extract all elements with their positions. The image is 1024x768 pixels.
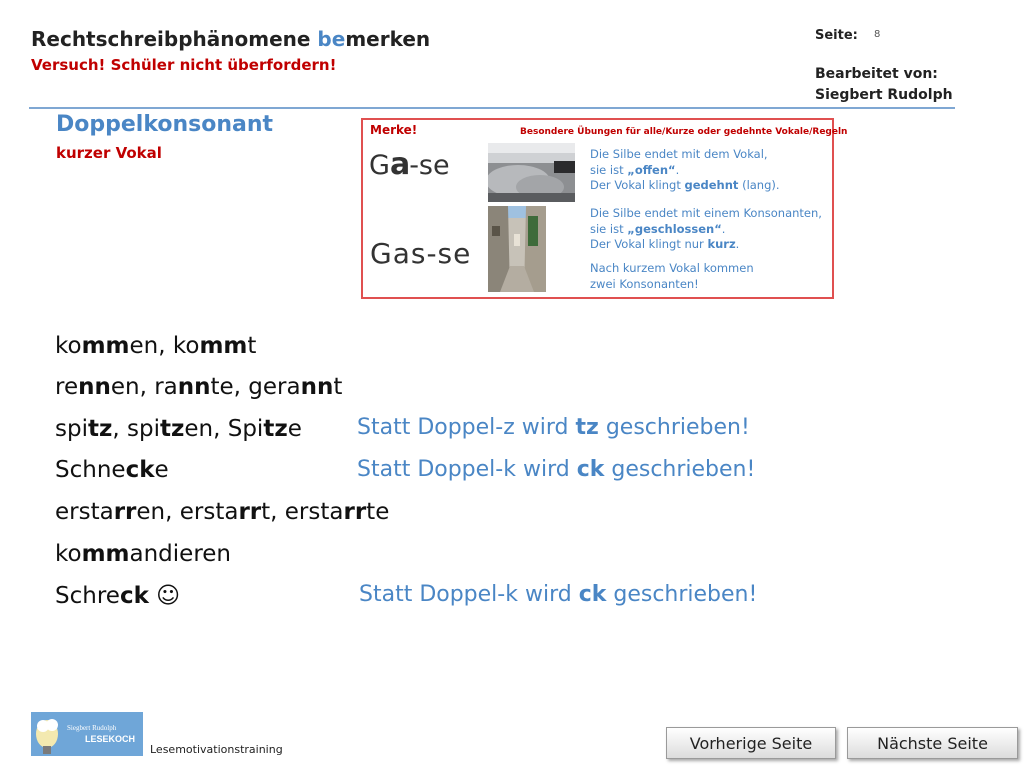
lesekoch-logo (31, 712, 143, 756)
word-line (55, 374, 342, 400)
word-line (55, 457, 169, 483)
page-subtitle: Versuch! Schüler nicht überfordern! (31, 56, 337, 74)
rule-open-syllable: Die Silbe endet mit dem Vokal, sie ist „offen“. Der Vokal klingt gedehnt (lang). (590, 147, 780, 192)
page-number: 8 (874, 29, 881, 40)
word-segment: ☺ (148, 583, 181, 609)
word-segment: andieren (129, 541, 232, 567)
rule-closed-syllable: Die Silbe endet mit einem Konsonanten, sie ist „geschlossen“. Der Vokal klingt nur kurz. (590, 206, 822, 251)
word-segment: e (154, 457, 169, 483)
word-segment: re (55, 374, 79, 400)
word-line (55, 416, 302, 442)
title-highlight: be (317, 27, 346, 51)
ck-spelling-note: Statt Doppel-k wird ck geschrieben! (357, 457, 756, 482)
double-consonant: rr (238, 499, 262, 525)
double-consonant: rr (113, 499, 137, 525)
word-segment: te, gera (210, 374, 301, 400)
title-part-1: Rechtschreibphänomene (31, 27, 318, 51)
word-segment: ersta (55, 499, 114, 525)
long-vowel-letter: a (389, 147, 410, 182)
double-consonant: rr (343, 499, 367, 525)
double-consonant: ck (119, 583, 149, 609)
word-line (55, 583, 180, 609)
word-segment: en, ko (129, 333, 200, 359)
word-segment: te (366, 499, 390, 525)
page-label: Seite: (815, 28, 858, 43)
next-page-button[interactable]: Nächste Seite (847, 727, 1018, 759)
exhaust-photo (488, 143, 575, 202)
word-line (55, 499, 389, 525)
double-consonant: tz (159, 416, 185, 442)
topic-title: Doppelkonsonant (56, 112, 274, 137)
title-part-2: merken (345, 27, 431, 51)
logo-author: Siegbert Rudolph (67, 724, 117, 732)
merke-exercise-note: Besondere Übungen für alle/Kurze oder gedehnte Vokale/Regeln (520, 127, 848, 137)
word-segment: Schne (55, 457, 126, 483)
logo-brand: LESEKOCH (85, 734, 136, 744)
topic-subtitle: kurzer Vokal (56, 144, 162, 162)
double-consonant: mm (81, 541, 130, 567)
double-consonant: nn (177, 374, 211, 400)
word-segment: t (333, 374, 343, 400)
word-line (55, 541, 231, 567)
word-segment: t, ersta (261, 499, 344, 525)
double-consonant: mm (199, 333, 248, 359)
word-segment: Schre (55, 583, 120, 609)
footer-label: Lesemotivationstraining (150, 743, 283, 756)
word-segment: , spi (112, 416, 160, 442)
word-segment: ko (55, 333, 82, 359)
word-segment: ko (55, 541, 82, 567)
example-word-closed-syllable: Gas-se (370, 237, 472, 270)
alley-photo (488, 206, 546, 292)
edited-by-label: Bearbeitet von: (815, 66, 938, 82)
example-word-open-syllable: Ga-se (369, 147, 450, 182)
word-segment: en, ra (110, 374, 178, 400)
tz-spelling-note: Statt Doppel-z wird tz geschrieben! (357, 415, 750, 440)
ck-spelling-note-2: Statt Doppel-k wird ck geschrieben! (359, 582, 758, 607)
previous-page-button[interactable]: Vorherige Seite (666, 727, 836, 759)
merke-rule-box (361, 118, 848, 299)
double-consonant: nn (300, 374, 334, 400)
header-divider (29, 107, 955, 109)
page-title (31, 27, 430, 51)
double-consonant: tz (87, 416, 113, 442)
editor-name: Siegbert Rudolph (815, 87, 953, 103)
word-segment: en, ersta (136, 499, 239, 525)
rule-double-consonant: Nach kurzem Vokal kommen zwei Konsonanten! (590, 261, 754, 291)
double-consonant: mm (81, 333, 130, 359)
word-segment: spi (55, 416, 88, 442)
word-line (55, 333, 256, 359)
word-segment: en, Spi (184, 416, 264, 442)
word-segment: t (247, 333, 257, 359)
double-consonant: nn (78, 374, 111, 400)
word-segment: e (287, 416, 302, 442)
double-consonant: tz (263, 416, 288, 442)
double-consonant: ck (125, 457, 155, 483)
merke-label: Merke! (370, 123, 418, 137)
